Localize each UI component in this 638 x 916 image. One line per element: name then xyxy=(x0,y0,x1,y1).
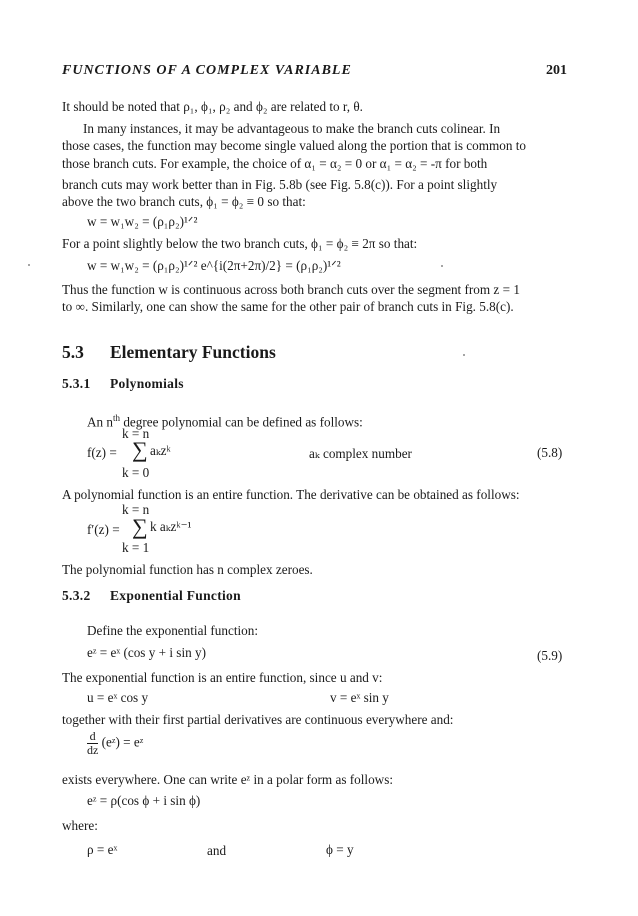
equation: ϕ = y xyxy=(326,842,354,857)
text-line: Define the exponential function: xyxy=(87,623,259,638)
text-line: Thus the function w is continuous across both branch cuts over the segment from z = 1 xyxy=(62,282,520,297)
derivative-equation: $\frac{d}{dz}$ (eᶻ) = eᶻ xyxy=(87,729,144,757)
sum-upper-limit: k = n xyxy=(122,502,150,517)
equation: eᶻ = eˣ (cos y + i sin y) xyxy=(87,645,206,660)
sum-upper-limit: k = n xyxy=(122,426,150,441)
subsection-number: 5.3.1 xyxy=(62,376,91,391)
subsection-title: Polynomials xyxy=(110,376,184,391)
equation-number: (5.9) xyxy=(537,648,563,663)
subsection-title: Exponential Function xyxy=(110,588,241,603)
subsection-number: 5.3.2 xyxy=(62,588,91,603)
text-line: those branch cuts. For example, the choice of α₁ = α₂ = 0 or α₁ = α₂ = -π for both xyxy=(62,156,488,171)
text-line: The polynomial function has n complex zeroes. xyxy=(62,562,313,577)
sum-lower-limit: k = 1 xyxy=(122,540,150,555)
sum-lower-limit: k = 0 xyxy=(122,465,150,480)
summation-symbol: ∑ xyxy=(132,437,148,462)
running-header: FUNCTIONS OF A COMPLEX VARIABLE xyxy=(62,63,352,78)
derivative-fraction: $\frac{d}{dz}$ xyxy=(87,729,99,757)
equation: eᶻ = ρ(cos ϕ + i sin ϕ) xyxy=(87,793,201,808)
page-number: 201 xyxy=(546,63,567,78)
equation-lhs: f(z) = xyxy=(87,445,117,460)
sum-term: k aₖzᵏ⁻¹ xyxy=(150,519,192,534)
text-line: An $n^{th}$ degree polynomial can be defined as follows: xyxy=(87,413,363,430)
equation: v = eˣ sin y xyxy=(330,690,389,705)
text-line: It should be noted that ρ₁, ϕ₁, ρ₂ and ϕ₂ are related to r, θ. xyxy=(62,99,363,114)
text-line: to ∞. Similarly, one can show the same for the other pair of branch cuts in Fig. 5.8(c). xyxy=(62,299,514,314)
section-number: 5.3 xyxy=(62,342,84,362)
section-title: Elementary Functions xyxy=(110,342,276,362)
equation: w = w₁w₂ = (ρ₁ρ₂)¹ᐟ² e^{i(2π+2π)/2} = (ρ₁ρ₂)¹ᐟ² xyxy=(87,258,341,273)
text-line: above the two branch cuts, ϕ₁ = ϕ₂ ≡ 0 so that: xyxy=(62,194,306,209)
text-line: exists everywhere. One can write eᶻ in a polar form as follows: xyxy=(62,772,393,787)
text-line: The exponential function is an entire function, since u and v: xyxy=(62,670,383,685)
text-line: those cases, the function may become single valued along the portion that is common to xyxy=(62,138,527,153)
text-line: A polynomial function is an entire function. The derivative can be obtained as follows: xyxy=(62,487,520,502)
text-line: together with their first partial derivatives are continuous everywhere and: xyxy=(62,712,454,727)
scan-speck xyxy=(441,265,443,267)
summation-symbol: ∑ xyxy=(132,514,148,539)
equation: ρ = eˣ xyxy=(87,842,118,857)
equation: w = w₁w₂ = (ρ₁ρ₂)¹ᐟ² xyxy=(87,214,198,229)
text-line: In many instances, it may be advantageous to make the branch cuts colinear. In xyxy=(83,121,501,136)
scan-speck xyxy=(28,264,30,266)
conjunction: and xyxy=(207,843,227,858)
sum-term: aₖzᵏ xyxy=(150,443,171,458)
text-line: where: xyxy=(62,818,98,833)
scan-speck xyxy=(463,354,465,356)
equation-number: (5.8) xyxy=(537,445,563,460)
equation-lhs: f′(z) = xyxy=(87,522,120,537)
equation-note: aₖ complex number xyxy=(309,446,412,461)
text-line: branch cuts may work better than in Fig. 5.8b (see Fig. 5.8(c)). For a point slightly xyxy=(62,177,498,192)
text-line: For a point slightly below the two branch cuts, ϕ₁ = ϕ₂ ≡ 2π so that: xyxy=(62,236,418,251)
equation: u = eˣ cos y xyxy=(87,690,149,705)
